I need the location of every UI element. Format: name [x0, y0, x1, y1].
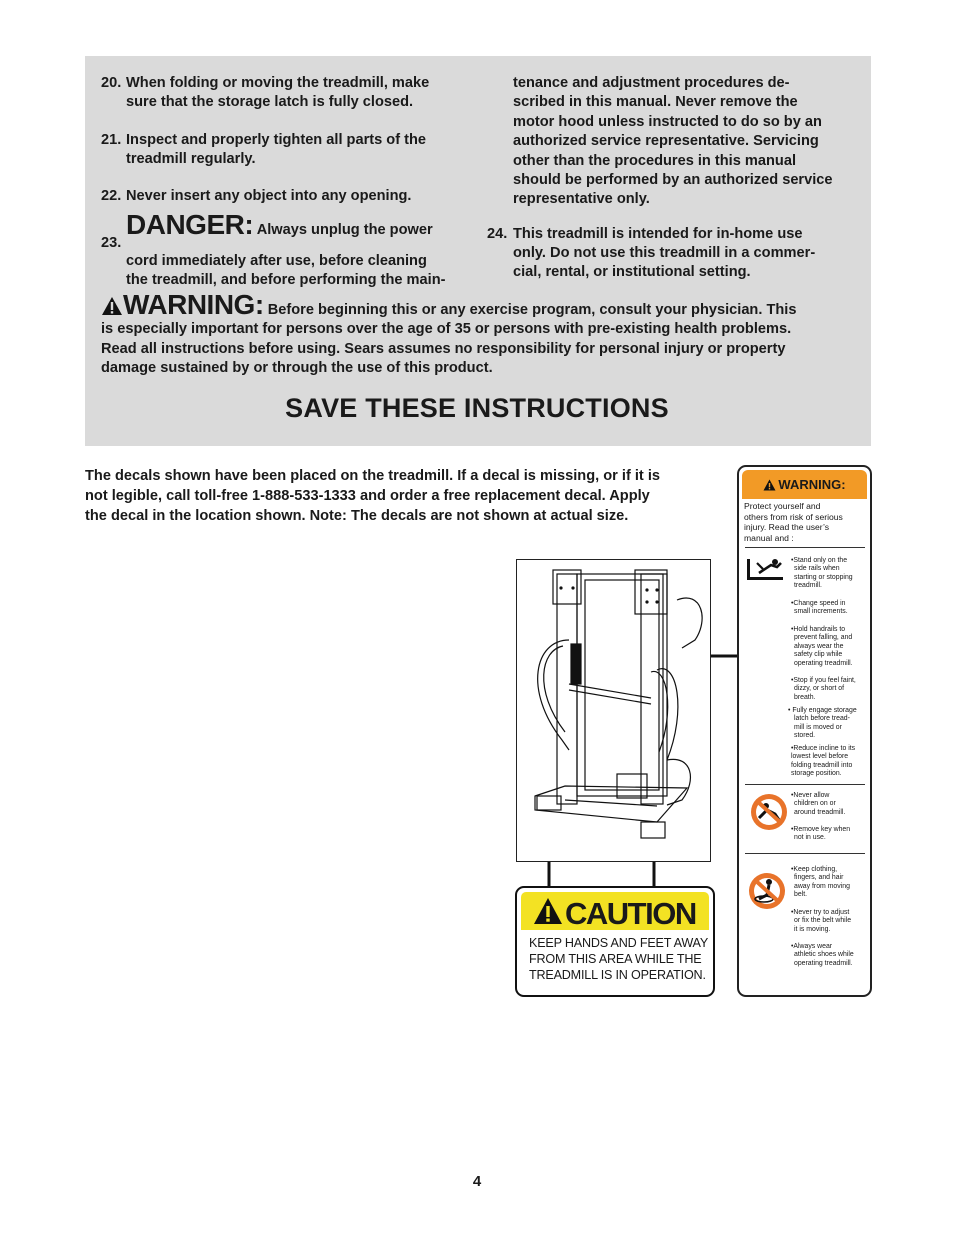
safety-item-text: cial, rental, or institutional setting. — [513, 264, 751, 280]
warning-heading: WARNING: — [123, 289, 264, 320]
danger-first-line: Always unplug the power — [256, 222, 433, 238]
safety-item-text: sure that the storage latch is fully closed. — [126, 94, 414, 110]
folded-treadmill-drawing — [517, 560, 710, 861]
warning-bullets-group-2: •Never allow children on or around treadmill. •Remove key when not in use. — [791, 792, 851, 842]
treadmill-illustration — [516, 559, 711, 862]
caution-message: KEEP HANDS AND FEET AWAY FROM THIS AREA WHILE THE TREADMILL IS IN OPERATION. — [529, 936, 709, 982]
warning-paragraph: WARNING: Before beginning this or any exercise program, consult your physician. This is especially important for persons over the age of 35 or persons with pre-existing health problems. Read all instructions before using. Sears assumes no responsibility for personal injury or property damage sustained by or through the use of this product. — [101, 289, 797, 377]
fall-hazard-icon — [745, 557, 785, 583]
decal-intro-paragraph: The decals shown have been placed on the treadmill. If a decal is missing, or if it is not legible, call toll-free 1-888-533-1333 and order a free replacement decal. Apply the decal in the location shown. Note: The decals are not shown at actual size. — [85, 468, 660, 524]
warning-triangle-icon — [763, 479, 776, 491]
warning-bullets-group-1: •Stand only on the side rails when starting or stopping treadmill. •Change speed in small increments. •Hold handrails to prevent falling, and always wear the safety clip while operating treadmill. •Stop if you feel faint, dizzy, or short of breath. • Fully engage storage latch before tread- mill is moved or stored. •Reduce incline to its lowest level before folding treadmill into storage position. — [788, 557, 857, 778]
page-number: 4 — [472, 1173, 482, 1190]
divider — [745, 853, 865, 854]
save-instructions-title: SAVE THESE INSTRUCTIONS — [285, 393, 669, 423]
caution-triangle-icon — [533, 897, 563, 925]
caution-header — [521, 892, 709, 930]
caution-heading: CAUTION — [565, 896, 696, 931]
no-children-icon — [749, 792, 789, 832]
right-column: tenance and adjustment procedures de- scribed in this manual. Never remove the motor hood unless instructed to do so by an authorized service representative. Servicing other than the procedures in this manual should be performed by an authorized service representative only. 24. This treadmill is intended for in-home use only. Do not use this treadmill in a commer- cial, rental, or institutional setting. — [487, 74, 867, 284]
safety-item-text: When folding or moving the treadmill, make — [126, 75, 430, 91]
warning-decal-header: WARNING: — [742, 470, 867, 499]
danger-heading: DANGER: — [126, 209, 254, 240]
entanglement-hazard-icon — [747, 871, 787, 911]
warning-bullets-group-3: •Keep clothing, fingers, and hair away from moving belt. •Never try to adjust or fix the belt while it is moving. •Always wear athletic shoes while operating treadmill. — [791, 866, 854, 967]
safety-item-text: Inspect and properly tighten all parts of the — [126, 132, 427, 148]
safety-item-text: treadmill regularly. — [126, 151, 256, 167]
warning-first-line: Before beginning this or any exercise program, consult your physician. This — [267, 302, 797, 318]
divider — [745, 547, 865, 548]
warning-triangle-icon — [101, 296, 123, 316]
divider — [745, 784, 865, 785]
safety-item-text: the treadmill, and before performing the main- — [126, 272, 446, 288]
caution-decal — [515, 886, 715, 997]
safety-item-text: cord immediately after use, before cleaning — [126, 253, 427, 269]
safety-item-text: Never insert any object into any opening. — [126, 188, 412, 204]
warning-decal-intro: Protect yourself and others from risk of serious injury. Read the user’s manual and : — [744, 501, 843, 543]
safety-item-text: This treadmill is intended for in-home use — [513, 226, 803, 242]
safety-item-text: only. Do not use this treadmill in a commer- — [513, 245, 816, 261]
left-column: 20. When folding or moving the treadmill, make sure that the storage latch is fully closed. 21. Inspect and properly tighten all parts of the treadmill regularly. 22. Never insert any object into any opening. 23. DANGER: Always unplug the power cord immediately after use, before cleaning the treadmill, and before performing the main- — [101, 74, 481, 284]
danger-continued: tenance and adjustment procedures de- scribed in this manual. Never remove the motor hood unless instructed to do so by an authorized service representative. Servicing other than the procedures in this manual should be performed by an authorized service representative only. — [513, 75, 833, 208]
warning-decal — [737, 465, 872, 997]
